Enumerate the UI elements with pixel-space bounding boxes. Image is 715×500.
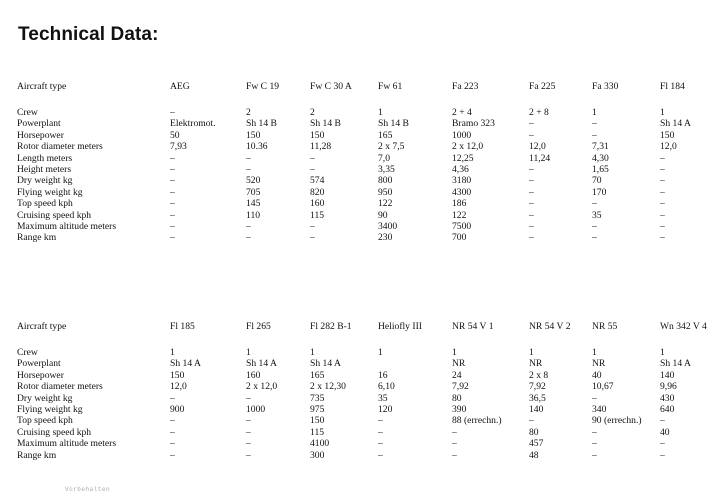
row-label: Rotor diameter meters (17, 141, 103, 153)
data-cell: – (529, 232, 534, 244)
data-cell: 140 (660, 369, 675, 381)
row-label: Flying weight kg (17, 186, 83, 198)
row-label: Dry weight kg (17, 175, 73, 187)
data-cell: 150 (660, 129, 675, 141)
table-row (17, 439, 710, 450)
data-cell: – (170, 426, 175, 438)
table-header-row (17, 322, 710, 334)
data-cell: – (660, 152, 665, 164)
data-cell: 800 (378, 175, 393, 187)
data-cell: – (529, 220, 534, 232)
aircraft-type-header: Fl 282 B-1 (310, 321, 352, 332)
data-cell: 1 (246, 347, 251, 358)
row-label: Crew (17, 347, 38, 358)
column-header-label: Aircraft type (17, 81, 67, 92)
data-cell: – (660, 175, 665, 187)
row-label: Powerplant (17, 118, 61, 130)
data-cell: 340 (592, 403, 607, 415)
table-row (17, 211, 710, 222)
data-cell: – (378, 426, 383, 438)
data-cell: – (170, 209, 175, 221)
table-row (17, 359, 710, 370)
data-cell: 1000 (452, 129, 472, 141)
aircraft-type-header: Fl 184 (660, 81, 685, 92)
data-cell: 115 (310, 209, 325, 221)
aircraft-type-header: NR 54 V 2 (529, 321, 571, 332)
data-cell: 150 (170, 369, 185, 381)
data-cell: – (660, 220, 665, 232)
data-cell: – (378, 415, 383, 427)
data-cell: – (592, 118, 597, 130)
data-cell: – (592, 449, 597, 461)
column-header-label: Aircraft type (17, 321, 67, 332)
data-cell: – (660, 186, 665, 198)
data-cell: – (246, 392, 251, 404)
table-row (17, 142, 710, 153)
data-cell: 735 (310, 392, 325, 404)
aircraft-type-header: Fl 265 (246, 321, 271, 332)
data-cell: – (592, 220, 597, 232)
data-cell: – (529, 163, 534, 175)
aircraft-type-header: Fw 61 (378, 81, 403, 92)
aircraft-type-header: Fw C 19 (246, 81, 280, 92)
data-cell: 115 (310, 426, 325, 438)
data-cell: – (592, 438, 597, 450)
data-cell: Sh 14 A (310, 358, 341, 370)
data-cell: – (246, 163, 251, 175)
data-cell: – (529, 198, 534, 210)
data-cell: 7,93 (170, 141, 187, 153)
data-cell: 1000 (246, 403, 266, 415)
data-cell: 12,0 (170, 381, 187, 393)
data-cell: – (592, 232, 597, 244)
data-cell (378, 359, 452, 370)
data-cell: 520 (246, 175, 261, 187)
aircraft-type-header: NR 55 (592, 321, 618, 332)
data-cell: 90 (378, 209, 388, 221)
data-cell: 10.36 (246, 141, 268, 153)
data-cell: Sh 14 A (246, 358, 277, 370)
data-cell: 160 (310, 198, 325, 210)
table-spacer-row (17, 94, 710, 108)
data-cell: – (170, 220, 175, 232)
data-cell: Sh 14 B (246, 118, 277, 130)
data-cell: – (310, 232, 315, 244)
row-label: Height meters (17, 163, 72, 175)
data-cell: 1 (310, 347, 315, 358)
table-row (17, 428, 710, 439)
data-cell: 430 (660, 392, 675, 404)
aircraft-type-header: Fl 185 (170, 321, 195, 332)
data-cell: – (310, 220, 315, 232)
data-cell: 700 (452, 232, 467, 244)
data-cell: 110 (246, 209, 261, 221)
data-cell: NR (592, 358, 606, 370)
footnote-stamp: Vorbehalten (65, 486, 111, 493)
data-cell: – (660, 198, 665, 210)
aircraft-type-header: Heliofly III (378, 321, 422, 332)
data-cell: – (246, 152, 251, 164)
data-cell: 2 (246, 107, 251, 118)
data-cell: 390 (452, 403, 467, 415)
data-cell: – (660, 163, 665, 175)
data-cell: 150 (310, 415, 325, 427)
data-cell: – (310, 163, 315, 175)
data-cell: 2 + 4 (452, 107, 472, 118)
data-cell: 11,28 (310, 141, 332, 153)
data-cell: 1 (660, 347, 665, 358)
data-cell: 122 (378, 198, 393, 210)
data-cell: 4,30 (592, 152, 609, 164)
data-cell: – (529, 415, 534, 427)
row-label: Horsepower (17, 369, 64, 381)
table-row (17, 119, 710, 130)
data-cell: 4100 (310, 438, 330, 450)
data-cell: – (170, 449, 175, 461)
aircraft-type-header: NR 54 V 1 (452, 321, 494, 332)
data-cell: 2 x 12,30 (310, 381, 346, 393)
table-header-row (17, 82, 710, 94)
data-cell: 150 (246, 129, 261, 141)
aircraft-type-header: Fw C 30 A (310, 81, 352, 92)
data-cell: – (529, 129, 534, 141)
data-cell: – (170, 232, 175, 244)
spacer-cell (17, 94, 710, 108)
table-spacer-row (17, 334, 710, 348)
data-cell: 1 (660, 107, 665, 118)
data-cell: – (452, 426, 457, 438)
table-row (17, 165, 710, 176)
data-cell: 6,10 (378, 381, 395, 393)
data-cell: 705 (246, 186, 261, 198)
data-cell: 12,0 (529, 141, 546, 153)
data-cell: 50 (170, 129, 180, 141)
data-cell: – (246, 232, 251, 244)
row-label: Top speed kph (17, 198, 73, 210)
row-label: Horsepower (17, 129, 64, 141)
data-cell: – (246, 415, 251, 427)
data-cell: 35 (592, 209, 602, 221)
data-cell: Bramo 323 (452, 118, 495, 130)
data-cell: 3,35 (378, 163, 395, 175)
data-cell: – (592, 198, 597, 210)
table-row (17, 188, 710, 199)
data-cell: – (378, 449, 383, 461)
row-label: Dry weight kg (17, 392, 73, 404)
data-cell: 3400 (378, 220, 398, 232)
row-label: Cruising speed kph (17, 426, 92, 438)
row-label: Crew (17, 107, 38, 118)
aircraft-type-header: AEG (170, 81, 190, 92)
row-label: Rotor diameter meters (17, 381, 103, 393)
data-cell: Sh 14 B (310, 118, 341, 130)
data-cell: – (170, 152, 175, 164)
data-cell: – (660, 232, 665, 244)
row-label: Cruising speed kph (17, 209, 92, 221)
data-cell: 1 (452, 347, 457, 358)
data-cell: – (592, 426, 597, 438)
data-cell: Sh 14 A (660, 358, 691, 370)
table-row (17, 233, 710, 244)
data-cell: 2 x 7,5 (378, 141, 405, 153)
data-cell: 1 (378, 107, 383, 118)
data-cell: – (170, 186, 175, 198)
data-cell: – (529, 209, 534, 221)
data-cell: – (170, 107, 175, 118)
table-row (17, 416, 710, 427)
data-cell: 2 (310, 107, 315, 118)
data-cell: 16 (378, 369, 388, 381)
data-cell: 170 (592, 186, 607, 198)
row-label: Maximum altitude meters (17, 438, 117, 450)
technical-data-table-1 (17, 82, 710, 245)
data-cell: 40 (660, 426, 670, 438)
data-cell: 7,31 (592, 141, 609, 153)
data-cell: Elektromot. (170, 118, 216, 130)
data-cell: 1 (378, 347, 383, 358)
data-cell: 1,65 (592, 163, 609, 175)
data-cell: 150 (310, 129, 325, 141)
data-cell: 10,67 (592, 381, 614, 393)
table-row (17, 222, 710, 233)
row-label: Range km (17, 232, 57, 244)
data-cell: 2 x 8 (529, 369, 549, 381)
table-row (17, 348, 710, 359)
data-cell: 1 (529, 347, 534, 358)
data-cell: 9,96 (660, 381, 677, 393)
data-cell: 35 (378, 392, 388, 404)
table-row (17, 176, 710, 187)
data-cell: – (529, 186, 534, 198)
data-cell: – (170, 198, 175, 210)
data-cell: – (660, 449, 665, 461)
row-label: Powerplant (17, 358, 61, 370)
data-cell: 120 (378, 403, 393, 415)
data-cell: 7,92 (529, 381, 546, 393)
data-cell: 300 (310, 449, 325, 461)
data-cell: 165 (378, 129, 393, 141)
data-cell: 2 x 12,0 (452, 141, 484, 153)
data-cell: – (529, 175, 534, 187)
data-cell: 12,0 (660, 141, 677, 153)
row-label: Top speed kph (17, 415, 73, 427)
data-cell: 574 (310, 175, 325, 187)
table-row (17, 394, 710, 405)
aircraft-type-header: Wn 342 V 4 (660, 321, 707, 332)
data-cell: 1 (592, 347, 597, 358)
data-cell: 90 (errechn.) (592, 415, 642, 427)
data-cell: NR (529, 358, 543, 370)
table-row (17, 199, 710, 210)
data-cell: – (170, 392, 175, 404)
data-cell: – (170, 415, 175, 427)
data-cell: – (452, 449, 457, 461)
data-cell: 186 (452, 198, 467, 210)
data-cell: 820 (310, 186, 325, 198)
data-cell: – (170, 175, 175, 187)
technical-data-table-2 (17, 322, 710, 462)
data-cell: 7,92 (452, 381, 469, 393)
data-cell: 2 + 8 (529, 107, 549, 118)
data-cell: 122 (452, 209, 467, 221)
data-cell: 975 (310, 403, 325, 415)
data-cell: – (170, 163, 175, 175)
data-cell: – (310, 152, 315, 164)
data-cell: 2 x 12,0 (246, 381, 278, 393)
data-cell: – (246, 426, 251, 438)
row-label: Range km (17, 449, 57, 461)
data-cell: – (246, 438, 251, 450)
spacer-cell (17, 334, 710, 348)
table-row (17, 382, 710, 393)
aircraft-type-header: Fa 223 (452, 81, 479, 92)
data-cell: 1 (170, 347, 175, 358)
table-row (17, 451, 710, 462)
data-cell: 160 (246, 369, 261, 381)
data-cell: – (529, 118, 534, 130)
data-cell: Sh 14 A (170, 358, 201, 370)
data-cell: 48 (529, 449, 539, 461)
data-cell: NR (452, 358, 466, 370)
data-cell: 1 (592, 107, 597, 118)
data-cell: – (660, 415, 665, 427)
data-cell: – (170, 438, 175, 450)
data-cell: 950 (378, 186, 393, 198)
data-cell: 36,5 (529, 392, 546, 404)
data-cell: – (592, 392, 597, 404)
data-cell: 88 (errechn.) (452, 415, 502, 427)
row-label: Length meters (17, 152, 73, 164)
data-cell: – (660, 438, 665, 450)
data-cell: 80 (529, 426, 539, 438)
data-cell: 165 (310, 369, 325, 381)
data-cell: Sh 14 B (378, 118, 409, 130)
data-cell: 12,25 (452, 152, 474, 164)
row-label: Maximum altitude meters (17, 220, 117, 232)
data-cell: 4,36 (452, 163, 469, 175)
data-cell: 3180 (452, 175, 472, 187)
data-cell: 4300 (452, 186, 472, 198)
data-cell: 7500 (452, 220, 472, 232)
data-cell: 140 (529, 403, 544, 415)
data-cell: – (452, 438, 457, 450)
aircraft-type-header: Fa 330 (592, 81, 619, 92)
data-cell: 24 (452, 369, 462, 381)
data-cell: 80 (452, 392, 462, 404)
data-cell: 900 (170, 403, 185, 415)
data-cell: – (592, 129, 597, 141)
data-cell: 70 (592, 175, 602, 187)
aircraft-type-header: Fa 225 (529, 81, 556, 92)
data-cell: 40 (592, 369, 602, 381)
data-cell: 145 (246, 198, 261, 210)
data-cell: 7,0 (378, 152, 390, 164)
page-title: Technical Data: (18, 24, 159, 45)
data-cell: 11,24 (529, 152, 551, 164)
data-cell: 457 (529, 438, 544, 450)
data-cell: 640 (660, 403, 675, 415)
table-row (17, 108, 710, 119)
data-cell: – (246, 220, 251, 232)
row-label: Flying weight kg (17, 403, 83, 415)
data-cell: 230 (378, 232, 393, 244)
data-cell: – (378, 438, 383, 450)
data-cell: – (660, 209, 665, 221)
data-cell: Sh 14 A (660, 118, 691, 130)
data-cell: – (246, 449, 251, 461)
